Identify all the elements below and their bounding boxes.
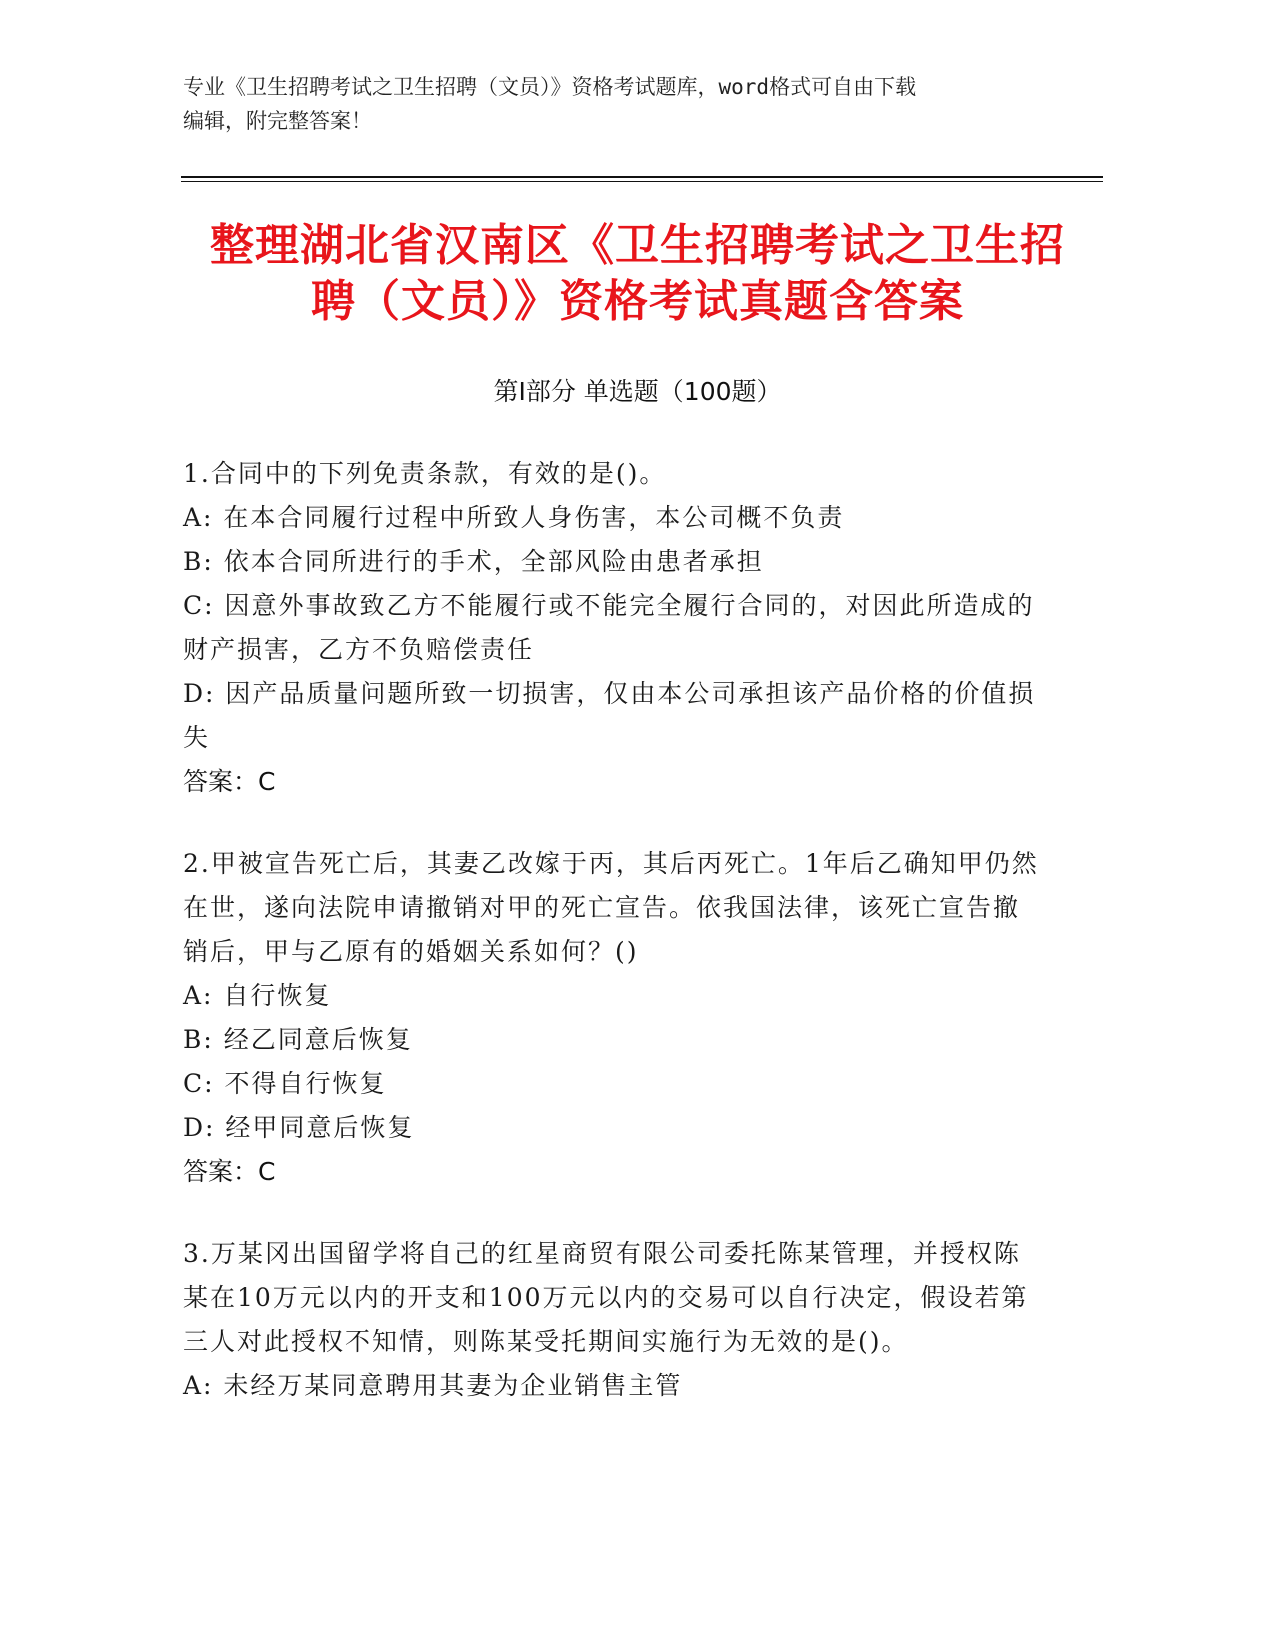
option-b: B: 依本合同所进行的手术，全部风险由患者承担 (183, 547, 764, 576)
option-a: A: 未经万某同意聘用其妻为企业销售主管 (183, 1371, 683, 1400)
question-3 (183, 1232, 1043, 1408)
header-note (183, 70, 1063, 138)
question-1 (183, 452, 1043, 804)
question-2 (183, 842, 1043, 1194)
question-stem: 3.万某冈出国留学将自己的红星商贸有限公司委托陈某管理，并授权陈某在10万元以内的开支和100万元以内的交易可以自行决定，假设若第三人对此授权不知情，则陈某受托期间实施行为无效的是()。 (183, 1239, 1029, 1356)
option-d: D: 因产品质量问题所致一切损害，仅由本公司承担该产品价格的价值损失 (183, 679, 1036, 752)
question-list (183, 452, 1043, 1446)
option-b: B: 经乙同意后恢复 (183, 1025, 413, 1054)
header-note-line-2: 编辑，附完整答案！ (183, 109, 372, 133)
document-title-line-2: 聘（文员）》资格考试真题含答案 (311, 276, 964, 327)
option-a: A: 自行恢复 (183, 981, 332, 1010)
document-title-line-1: 整理湖北省汉南区《卫生招聘考试之卫生招 (210, 220, 1065, 271)
question-stem: 2.甲被宣告死亡后，其妻乙改嫁于丙，其后丙死亡。1年后乙确知甲仍然在世，遂向法院申请撤销对甲的死亡宣告。依我国法律，该死亡宣告撤销后，甲与乙原有的婚姻关系如何？() (183, 849, 1039, 966)
header-rule-thin (181, 181, 1103, 182)
answer: 答案：C (183, 767, 276, 796)
option-c: C: 因意外事故致乙方不能履行或不能完全履行合同的，对因此所造成的财产损害，乙方不负赔偿责任 (183, 591, 1035, 664)
document-title (130, 218, 1145, 330)
answer: 答案：C (183, 1157, 276, 1186)
header-note-line-1: 专业《卫生招聘考试之卫生招聘（文员）》资格考试题库，word格式可自由下载 (183, 75, 917, 99)
option-a: A: 在本合同履行过程中所致人身伤害，本公司概不负责 (183, 503, 845, 532)
question-stem: 1.合同中的下列免责条款，有效的是()。 (183, 459, 667, 488)
section-title: 第I部分 单选题（100题） (493, 377, 782, 406)
option-c: C: 不得自行恢复 (183, 1069, 387, 1098)
option-d: D: 经甲同意后恢复 (183, 1113, 415, 1142)
header-rule-thick (181, 176, 1103, 178)
